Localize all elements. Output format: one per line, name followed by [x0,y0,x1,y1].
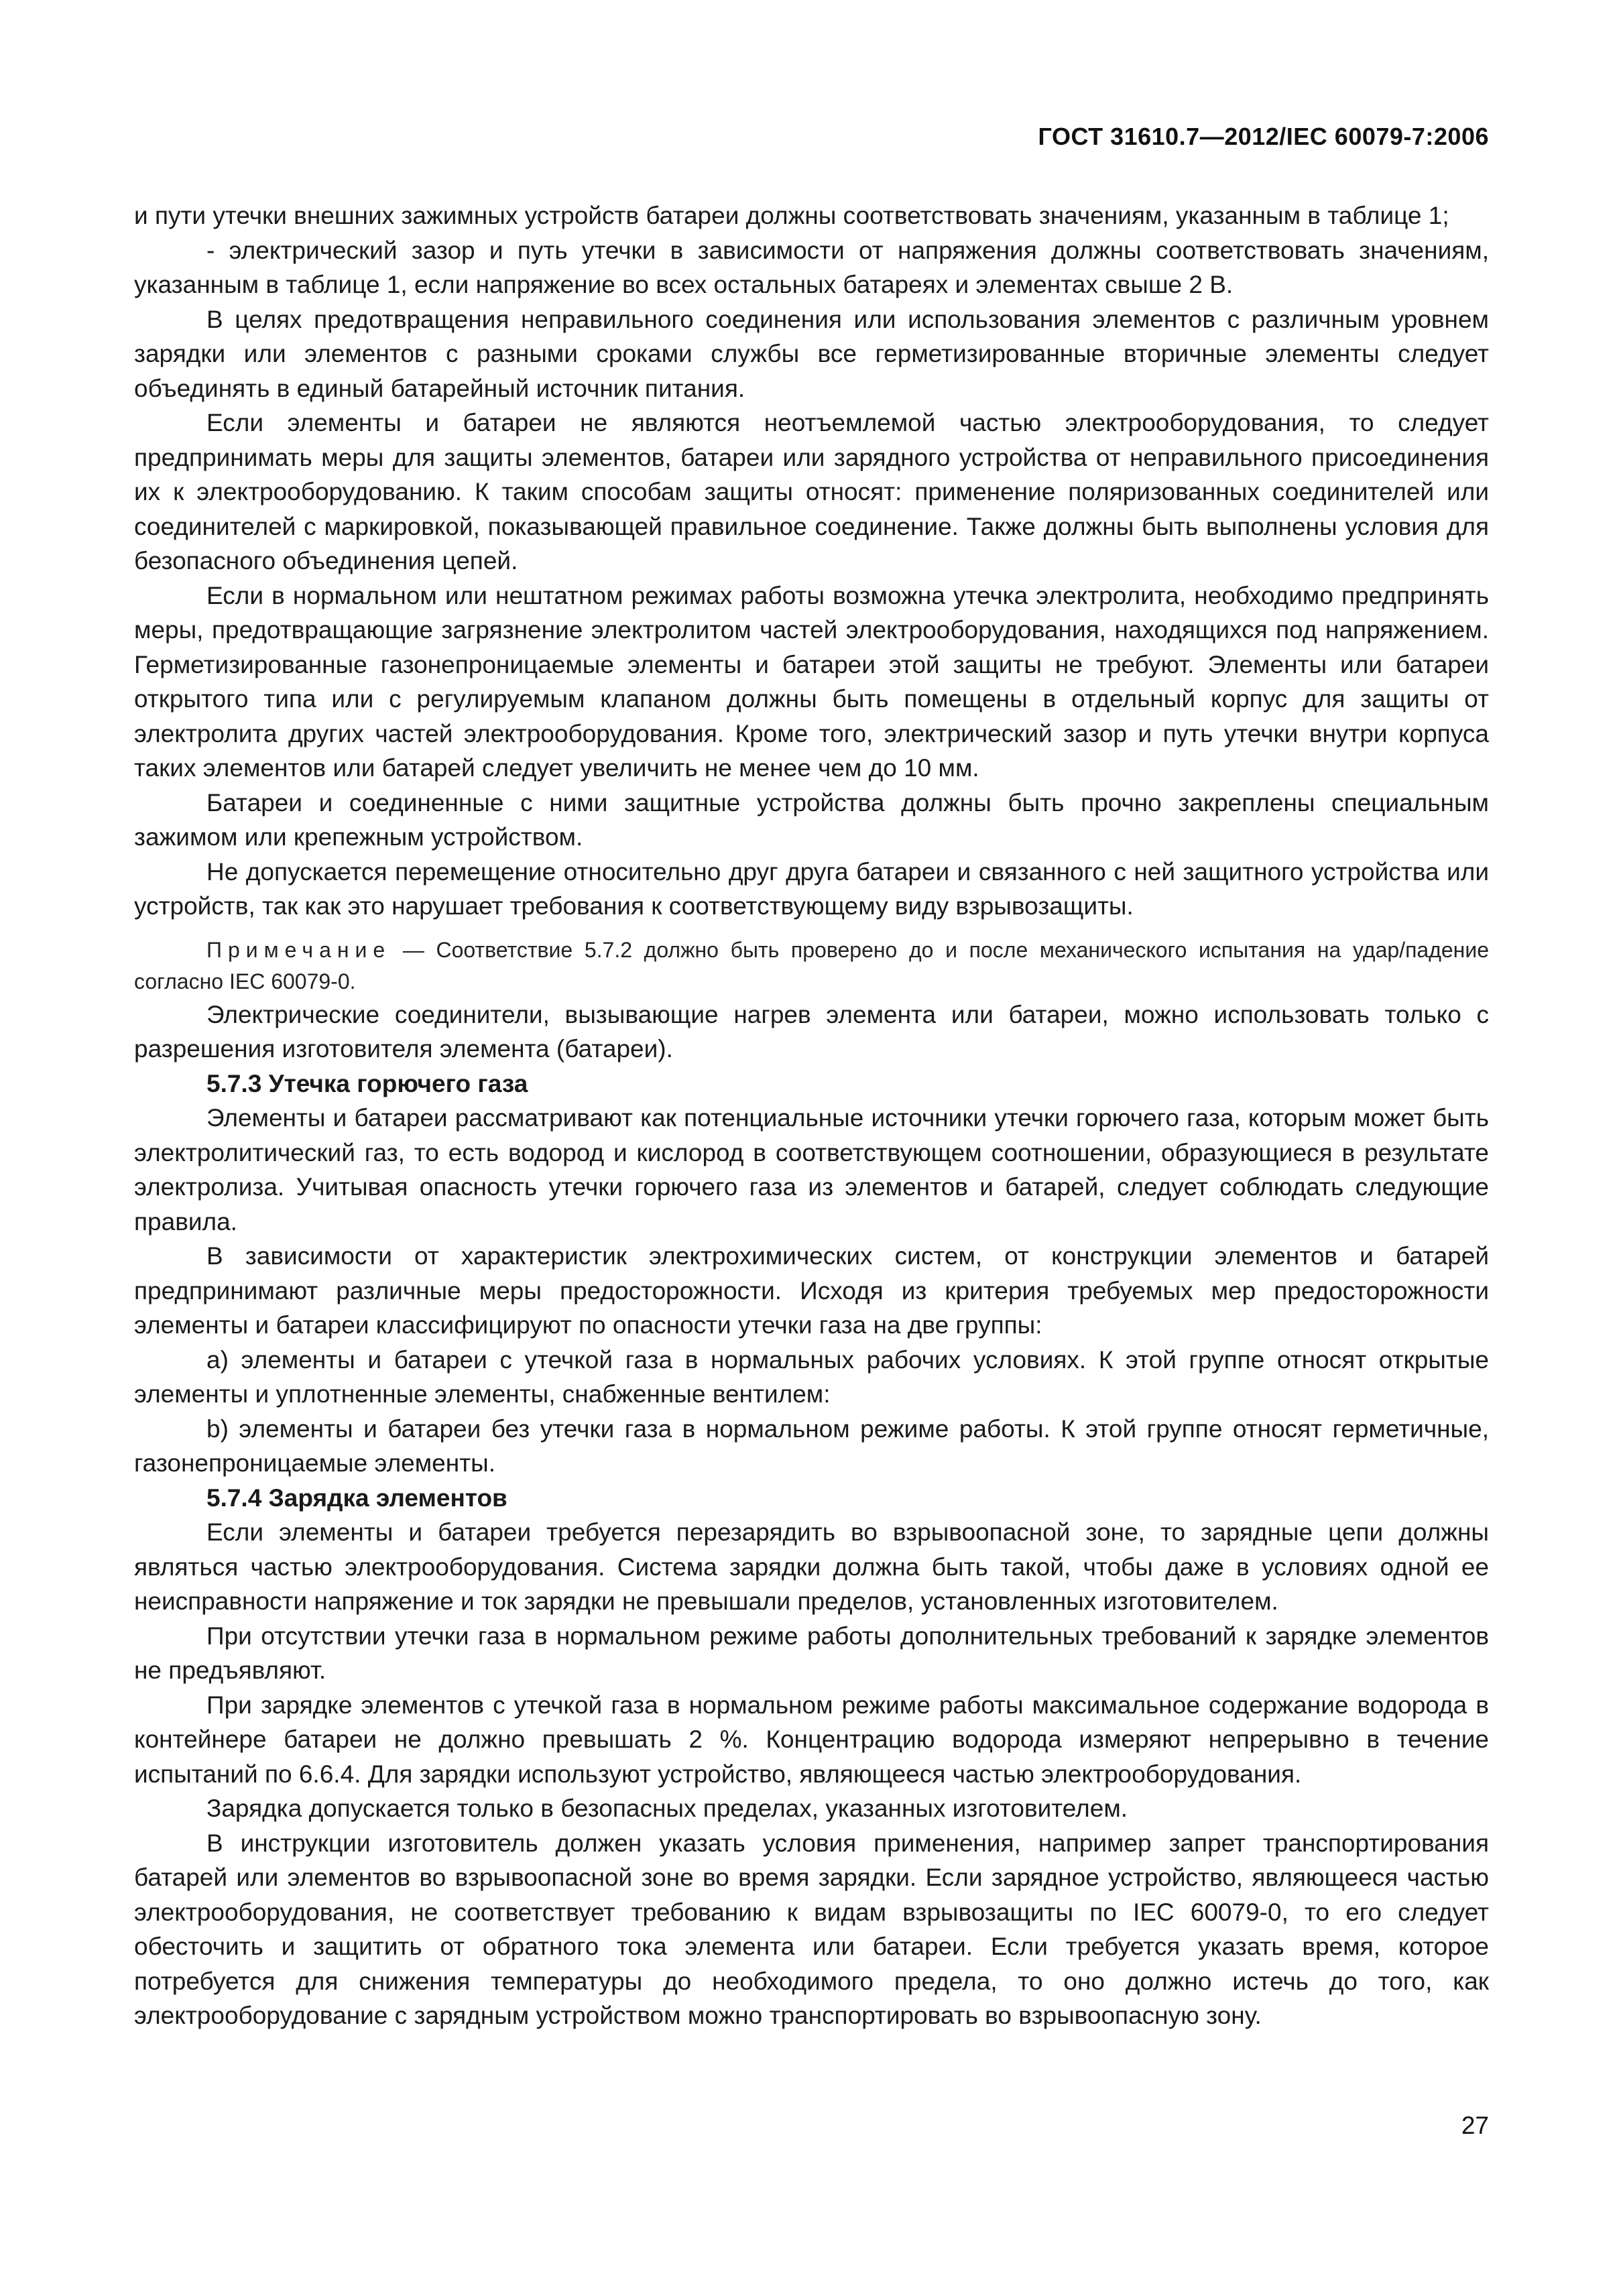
paragraph: Элементы и батареи рассматривают как потенциальные источники утечки горючего газа, которым может быть электролитический газ, то есть водород и кислород в соответствующем соотношении, образующиеся в результате электролиза. Учитывая опасность утечки горючего газа из элементов и батарей, следует соблюдать следующие правила. [134,1104,1489,1235]
paragraph: Не допускается перемещение относительно друг друга батареи и связанного с ней защитного устройства или устройств, так как это нарушает требования к соответствующему виду взрывозащиты. [134,857,1489,920]
paragraph: В целях предотвращения неправильного соединения или использования элементов с различным уровнем зарядки или элементов с разными сроками службы все герметизированные вторичные элементы следует объединять в единый батарейный источник питания. [134,305,1489,402]
paragraph: Если элементы и батареи требуется перезарядить во взрывоопасной зоне, то зарядные цепи должны являться частью электрооборудования. Система зарядки должна быть такой, чтобы даже в условиях одной ее неисправности напряжение и ток зарядки не превышали пределов, установленных изготовителем. [134,1518,1489,1615]
section-heading-5-7-4: 5.7.4 Зарядка элементов [206,1484,507,1512]
paragraph: При отсутствии утечки газа в нормальном режиме работы дополнительных требований к зарядке элементов не предъявляют. [134,1622,1489,1684]
paragraph: Батареи и соединенные с ними защитные устройства должны быть прочно закреплены специальным зажимом или крепежным устройством. [134,788,1489,851]
note-label: Примечание [206,937,392,962]
note-paragraph [134,934,1489,998]
document-code-header: ГОСТ 31610.7—2012/IEC 60079-7:2006 [1038,123,1489,150]
paragraph: В зависимости от характеристик электрохимических систем, от конструкции элементов и батарей предпринимают различные меры предосторожности. Исходя из критерия требуемых мер предосторожности элементы и батареи классифицируют по опасности утечки газа на две группы: [134,1242,1489,1339]
paragraph: В инструкции изготовитель должен указать условия применения, например запрет транспортирования батарей или элементов во взрывоопасной зоне во время зарядки. Если зарядное устройство, являющееся частью электрооборудования, не соответствует требованию к видам взрывозащиты по IEC 60079-0, то его следует обесточить и защитить от обратного тока элемента или батареи. Если требуется указать время, которое потребуется для снижения температуры до необходимого предела, то оно должно истечь до того, как электрооборудование с зарядным устройством можно транспортировать во взрывоопасную зону. [134,1829,1489,2029]
paragraph: При зарядке элементов с утечкой газа в нормальном режиме работы максимальное содержание водорода в контейнере батареи не должно превышать 2 %. Концентрацию водорода измеряют непрерывно в течение испытаний по 6.6.4. Для зарядки используют устройство, являющееся частью электрооборудования. [134,1691,1489,1788]
paragraph: Электрические соединители, вызывающие нагрев элемента или батареи, можно использовать только с разрешения изготовителя элемента (батареи). [134,1000,1489,1063]
section-heading-5-7-3: 5.7.3 Утечка горючего газа [206,1069,528,1097]
note-text: — Соответствие 5.7.2 должно быть проверено до и после механического испытания на удар/падение согласно IEC 60079-0. [134,937,1490,993]
document-body [134,198,1489,2033]
list-item-a: a) элементы и батареи с утечкой газа в нормальных рабочих условиях. К этой группе относят открытые элементы и уплотненные элементы, снабженные вентилем: [134,1345,1489,1408]
paragraph: Если в нормальном или нештатном режимах работы возможна утечка электролита, необходимо предпринять меры, предотвращающие загрязнение электролитом частей электрооборудования, находящихся под напряжением. Герметизированные газонепроницаемые элементы и батареи этой защиты не требуют. Элементы или батареи открытого типа или с регулируемым клапаном должны быть помещены в отдельный корпус для защиты от электролита других частей электрооборудования. Кроме того, электрический зазор и путь утечки внутри корпуса таких элементов или батарей следует увеличить не менее чем до 10 мм. [134,581,1489,782]
list-item-b: b) элементы и батареи без утечки газа в нормальном режиме работы. К этой группе относят герметичные, газонепроницаемые элементы. [134,1414,1489,1477]
paragraph: Если элементы и батареи не являются неотъемлемой частью электрооборудования, то следует предпринимать меры для защиты элементов, батареи или зарядного устройства от неправильного присоединения их к электрооборудованию. К таким способам защиты относят: применение поляризованных соединителей или соединителей с маркировкой, показывающей правильное соединение. Также должны быть выполнены условия для безопасного объединения цепей. [134,409,1489,575]
paragraph: и пути утечки внешних зажимных устройств батареи должны соответствовать значениям, указанным в таблице 1; [134,202,1449,229]
page-number: 27 [1461,2112,1489,2139]
paragraph: - электрический зазор и путь утечки в зависимости от напряжения должны соответствовать значениям, указанным в таблице 1, если напряжение во всех остальных батареях и элементах свыше 2 В. [134,236,1489,298]
paragraph: Зарядка допускается только в безопасных пределах, указанных изготовителем. [206,1795,1128,1822]
